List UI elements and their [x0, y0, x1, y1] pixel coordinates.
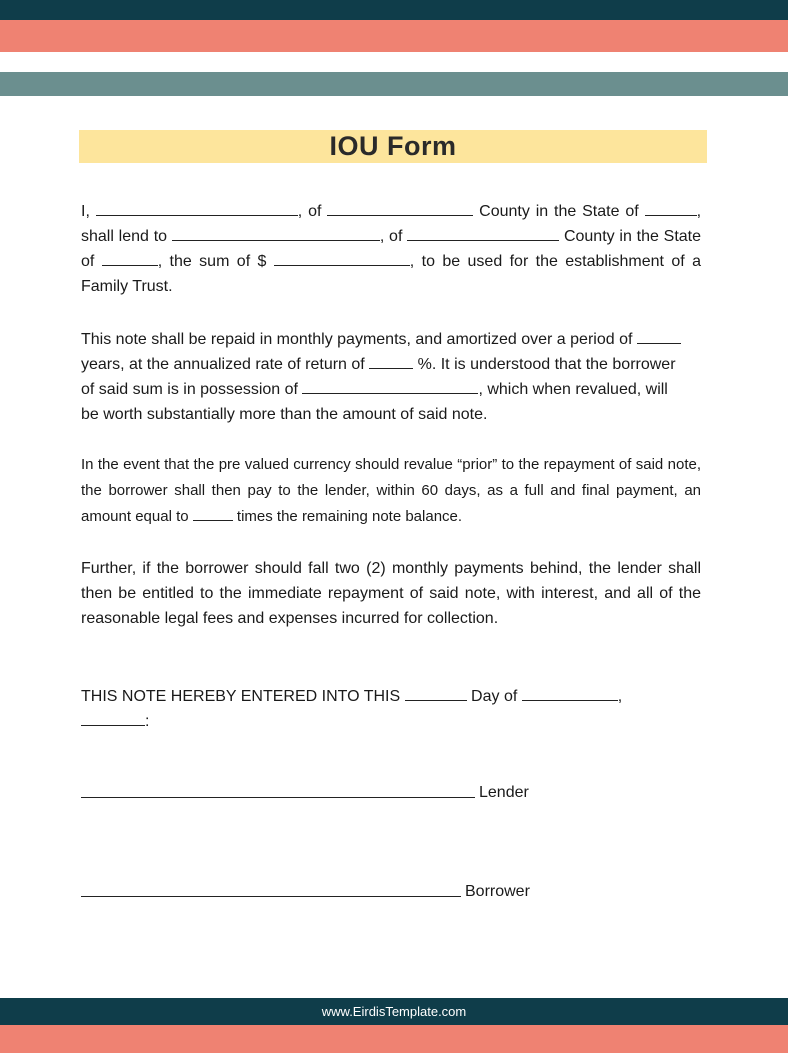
borrower-signature: [81, 883, 530, 901]
lender-signature-line[interactable]: [81, 796, 475, 798]
possession-blank[interactable]: [302, 379, 478, 394]
page-title: IOU Form: [329, 131, 457, 161]
borrower-county-blank[interactable]: [407, 226, 559, 241]
borrower-signature-line[interactable]: [81, 895, 461, 897]
bottom-coral-band: [0, 1025, 788, 1053]
footer-url[interactable]: www.EirdisTemplate.com: [321, 1004, 467, 1019]
times-blank[interactable]: [193, 506, 233, 521]
amount-blank[interactable]: [274, 251, 410, 266]
paragraph-repayment: This note shall be repaid in monthly payments, and amortized over a period of years, at the annualized rate of return of %. It is understood that the borrower of said sum is in possession of , which when revalued, will be worth substantially more than the amount of said note.: [81, 327, 681, 427]
title-bar: [79, 130, 707, 163]
paragraph-entered: THIS NOTE HEREBY ENTERED INTO THIS Day of , :: [81, 688, 623, 730]
top-teal-band: [0, 72, 788, 96]
borrower-state-blank[interactable]: [102, 251, 158, 266]
month-blank[interactable]: [522, 686, 618, 701]
top-coral-band: [0, 20, 788, 52]
year-blank[interactable]: [81, 711, 145, 726]
paragraph-lend: I, , of County in the State of , shall lend to , of County in the State of , the sum of $ , to be used for the establishment of a Family Trust.: [81, 203, 702, 295]
day-blank[interactable]: [405, 686, 467, 701]
lender-signature: [81, 784, 529, 802]
lender-county-blank[interactable]: [327, 201, 473, 216]
lender-name-blank[interactable]: [96, 201, 298, 216]
paragraph-revalue: In the event that the pre valued currency should revalue “prior” to the repayment of said note, the borrower shall then pay to the lender, within 60 days, as a full and final payment, an amount equal to times the remaining note balance.: [81, 456, 701, 525]
borrower-name-blank[interactable]: [172, 226, 380, 241]
years-blank[interactable]: [637, 329, 681, 344]
top-dark-band: [0, 0, 788, 20]
lender-label: Lender: [479, 784, 529, 801]
rate-blank[interactable]: [369, 354, 413, 369]
lender-state-blank[interactable]: [645, 201, 697, 216]
borrower-label: Borrower: [465, 883, 530, 900]
paragraph-default: Further, if the borrower should fall two (2) monthly payments behind, the lender shall then be entitled to the immediate repayment of said note, with interest, and all of the reasonable legal fees and expenses incurred for collection.: [81, 560, 701, 627]
